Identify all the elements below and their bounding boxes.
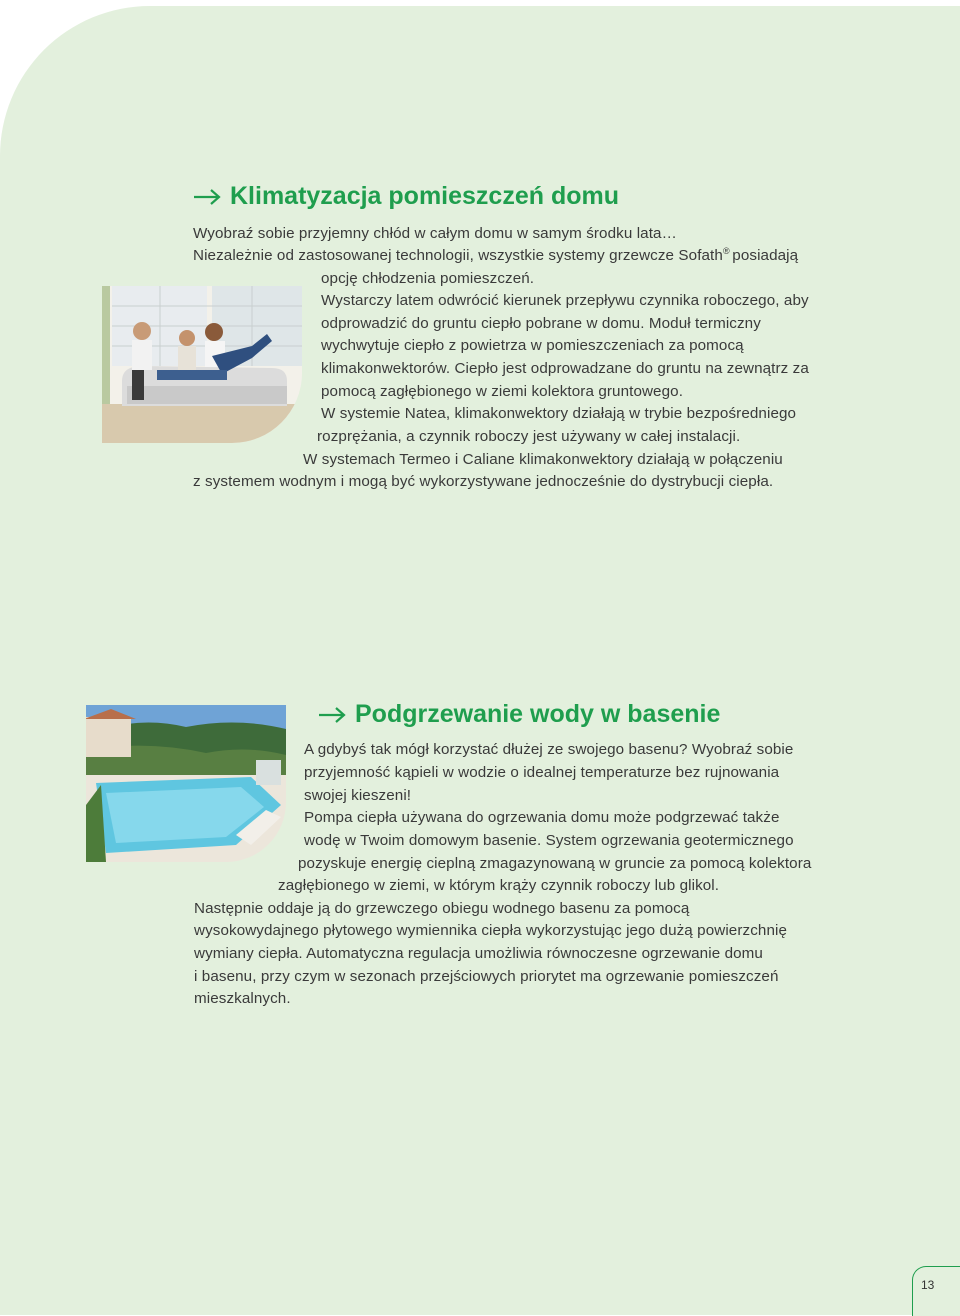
arrow-right-icon [317, 706, 347, 724]
section1-line: odprowadzić do gruntu ciepło pobrane w domu. Moduł termiczny [321, 315, 761, 332]
registered-mark: ® [722, 245, 733, 256]
section2-line: A gdybyś tak mógł korzystać dłużej ze swojego basenu? Wyobraź sobie [304, 741, 794, 758]
section-heading-climate [192, 182, 619, 211]
section1-line: Wystarczy latem odwrócić kierunek przepływu czynnika roboczego, aby [321, 292, 809, 309]
section2-line: Pompa ciepła używana do ogrzewania domu może podgrzewać także [304, 809, 780, 826]
section1-line-text: Niezależnie od zastosowanej technologii, wszystkie systemy grzewcze Sofath [193, 247, 723, 264]
swimming-pool-photo [86, 705, 286, 862]
section1-line [193, 245, 798, 268]
section1-line: z systemem wodnym i mogą być wykorzystywane jednocześnie do dystrybucji ciepła. [193, 473, 774, 490]
page-number-tab [912, 1266, 960, 1316]
section1-line: pomocą zagłębionego w ziemi kolektora gruntowego. [321, 383, 684, 400]
section1-line-text: posiadają [732, 247, 799, 264]
section2-line: swojej kieszeni! [304, 787, 412, 804]
section1-line: klimakonwektorów. Ciepło jest odprowadzane do gruntu na zewnątrz za [321, 360, 809, 377]
section2-line: wodę w Twoim domowym basenie. System ogrzewania geotermicznego [304, 832, 794, 849]
section2-line: Następnie oddaje ją do grzewczego obiegu wodnego basenu za pomocą [194, 900, 690, 917]
section-heading-text: Podgrzewanie wody w basenie [355, 700, 721, 728]
arrow-right-icon [192, 188, 222, 206]
page-number: 13 [921, 1278, 935, 1292]
section2-line: mieszkalnych. [194, 990, 291, 1007]
section2-line: pozyskuje energię cieplną zmagazynowaną w gruncie za pomocą kolektora [298, 855, 812, 872]
section1-line: rozprężania, a czynnik roboczy jest używany w całej instalacji. [317, 428, 741, 445]
section2-line: wysokowydajnego płytowego wymiennika ciepła wykorzystując jego dużą powierzchnię [194, 922, 788, 939]
section2-line: i basenu, przy czym w sezonach przejściowych priorytet ma ogrzewanie pomieszczeń [194, 968, 779, 985]
family-living-room-photo [102, 286, 302, 443]
section2-line: zagłębionego w ziemi, w którym krąży czynnik roboczy lub glikol. [278, 877, 720, 894]
section1-line: W systemie Natea, klimakonwektory działają w trybie bezpośredniego [321, 405, 797, 422]
section2-line: przyjemność kąpieli w wodzie o idealnej temperaturze bez rujnowania [304, 764, 780, 781]
section1-line: Wyobraź sobie przyjemny chłód w całym domu w samym środku lata… [193, 225, 677, 242]
section2-line: wymiany ciepła. Automatyczna regulacja umożliwia równoczesne ogrzewanie domu [194, 945, 763, 962]
section1-line: wychwytuje ciepło z powietrza w pomieszczeniach za pomocą [321, 337, 744, 354]
section1-line: W systemach Termeo i Caliane klimakonwektory działają w połączeniu [303, 451, 783, 468]
section-heading-text: Klimatyzacja pomieszczeń domu [230, 182, 620, 210]
section1-line: opcję chłodzenia pomieszczeń. [321, 270, 535, 287]
section-heading-pool [317, 700, 720, 729]
